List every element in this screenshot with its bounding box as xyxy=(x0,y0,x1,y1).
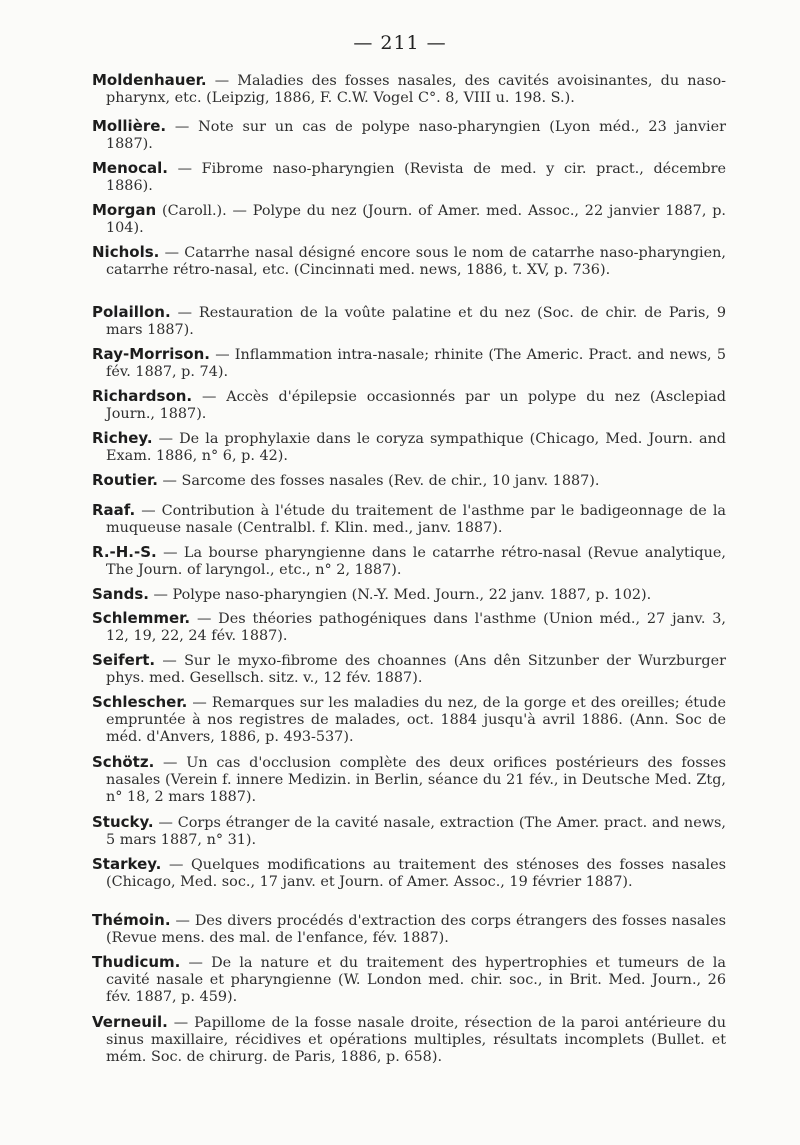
entry-text: — Un cas d'occlusion complète des deux orifices postérieurs des fosses nasales (Verein f. innere Medizin. in Berlin, séance du 21 fév., in Deutsche Med. Ztg, n° 18, 2 mars 1887). xyxy=(106,755,726,805)
entry-text: — Des divers procédés d'extraction des corps étrangers des fosses nasales (Revue mens. des mal. de l'enfance, fév. 1887). xyxy=(106,913,726,946)
bibliography-entry xyxy=(92,694,726,746)
entry-text: — Remarques sur les maladies du nez, de la gorge et des oreilles; étude empruntée à nos registres de malades, oct. 1884 jusqu'à avril 1886. (Ann. Soc de méd. d'Anvers, 1886, p. 493-537). xyxy=(106,695,726,745)
entry-text: — Fibrome naso-pharyngien (Revista de med. y cir. pract., décembre 1886). xyxy=(106,161,726,194)
bibliography-entry xyxy=(92,856,726,891)
entry-text: — Restauration de la voûte palatine et du nez (Soc. de chir. de Paris, 9 mars 1887). xyxy=(106,305,726,338)
bibliography-entry xyxy=(92,1014,726,1066)
entry-author: Seifert. xyxy=(92,651,156,669)
entry-author: Mollière. xyxy=(92,117,167,135)
bibliography-entry xyxy=(92,610,726,645)
bibliography-entry xyxy=(92,912,726,947)
entry-text: — Polype naso-pharyngien (N.-Y. Med. Journ., 22 janv. 1887, p. 102). xyxy=(148,587,652,603)
entry-text: — Inflammation intra-nasale; rhinite (The Americ. Pract. and news, 5 fév. 1887, p. 74). xyxy=(106,347,726,380)
entry-author: Moldenhauer. xyxy=(92,71,207,89)
entry-author: Schlescher. xyxy=(92,693,188,711)
entry-text: — Sarcome des fosses nasales (Rev. de chir., 10 janv. 1887). xyxy=(157,473,600,489)
bibliography-entry xyxy=(92,954,726,1006)
bibliography-entry xyxy=(92,244,726,279)
entry-text: — Accès d'épilepsie occasionnés par un polype du nez (Asclepiad Journ., 1887). xyxy=(106,389,726,422)
entry-author: R.-H.-S. xyxy=(92,543,157,561)
entry-author: Menocal. xyxy=(92,159,168,177)
bibliography-entry xyxy=(92,72,726,107)
entry-text: — De la prophylaxie dans le coryza sympathique (Chicago, Med. Journ. and Exam. 1886, n° 6, p. 42). xyxy=(106,431,726,464)
entry-text: — Quelques modifications au traitement des sténoses des fosses nasales (Chicago, Med. soc., 17 janv. et Journ. of Amer. Assoc., 19 février 1887). xyxy=(106,857,726,890)
bibliography-entry xyxy=(92,544,726,579)
entry-author: Thudicum. xyxy=(92,953,181,971)
bibliography-entry xyxy=(92,346,726,381)
entry-author: Starkey. xyxy=(92,855,162,873)
entry-text: — De la nature et du traitement des hypertrophies et tumeurs de la cavité nasale et pharyngienne (W. London med. chir. soc., in Brit. Med. Journ., 26 fév. 1887, p. 459). xyxy=(106,955,726,1005)
entry-author: Thémoin. xyxy=(92,911,171,929)
entry-text: (Caroll.). — Polype du nez (Journ. of Amer. med. Assoc., 22 janvier 1887, p. 104). xyxy=(106,203,726,236)
bibliography-entry xyxy=(92,502,726,537)
entry-text: — Des théories pathogéniques dans l'asthme (Union méd., 27 janv. 3, 12, 19, 22, 24 fév. 1887). xyxy=(106,611,726,644)
entry-author: Stucky. xyxy=(92,813,154,831)
entry-author: Raaf. xyxy=(92,501,136,519)
bibliography-entry xyxy=(92,814,726,849)
entry-text: — Sur le myxo-fibrome des choannes (Ans dên Sitzunber der Wurzburger phys. med. Gesellsch. sitz. v., 12 fév. 1887). xyxy=(106,653,726,686)
entry-text: — Papillome de la fosse nasale droite, résection de la paroi antérieure du sinus maxillaire, récidives et opérations multiples, résultats incomplets (Bullet. et mém. Soc. de chirurg. de Paris, 1886, p. 658). xyxy=(106,1015,726,1065)
entry-text: — Contribution à l'étude du traitement de l'asthme par le badigeonnage de la muqueuse nasale (Centralbl. f. Klin. med., janv. 1887). xyxy=(106,503,726,536)
entry-author: Richey. xyxy=(92,429,153,447)
entry-author: Polaillon. xyxy=(92,303,171,321)
entry-author: Routier. xyxy=(92,471,158,489)
entry-author: Nichols. xyxy=(92,243,160,261)
bibliography-entry xyxy=(92,430,726,465)
entry-author: Sands. xyxy=(92,585,149,603)
entry-author: Morgan xyxy=(92,201,157,219)
bibliography-entry xyxy=(92,160,726,195)
entry-author: Schlemmer. xyxy=(92,609,191,627)
entry-text: — Note sur un cas de polype naso-pharyngien (Lyon méd., 23 janvier 1887). xyxy=(106,119,726,152)
entry-author: Richardson. xyxy=(92,387,193,405)
entry-text: — La bourse pharyngienne dans le catarrhe rétro-nasal (Revue analytique, The Journ. of laryngol., etc., n° 2, 1887). xyxy=(106,545,726,578)
bibliography-entry xyxy=(92,754,726,806)
bibliography-entry xyxy=(92,304,726,339)
bibliography-entry xyxy=(92,388,726,423)
entry-text: — Corps étranger de la cavité nasale, extraction (The Amer. pract. and news, 5 mars 1887, n° 31). xyxy=(106,815,726,848)
bibliography-entry xyxy=(92,586,726,604)
entry-text: — Catarrhe nasal désigné encore sous le nom de catarrhe naso-pharyngien, catarrhe rétro-nasal, etc. (Cincinnati med. news, 1886, t. XV, p. 736). xyxy=(106,245,726,278)
entry-author: Ray-Morrison. xyxy=(92,345,210,363)
bibliography-entry xyxy=(92,652,726,687)
bibliography-entry xyxy=(92,472,726,490)
page-number: — 211 — xyxy=(353,32,447,54)
entry-text: — Maladies des fosses nasales, des cavités avoisinantes, du naso-pharynx, etc. (Leipzig, 1886, F. C.W. Vogel C°. 8, VIII u. 198. S.). xyxy=(106,73,726,106)
entry-author: Schötz. xyxy=(92,753,155,771)
bibliography-entry xyxy=(92,202,726,237)
bibliography-entry xyxy=(92,118,726,153)
entry-author: Verneuil. xyxy=(92,1013,168,1031)
